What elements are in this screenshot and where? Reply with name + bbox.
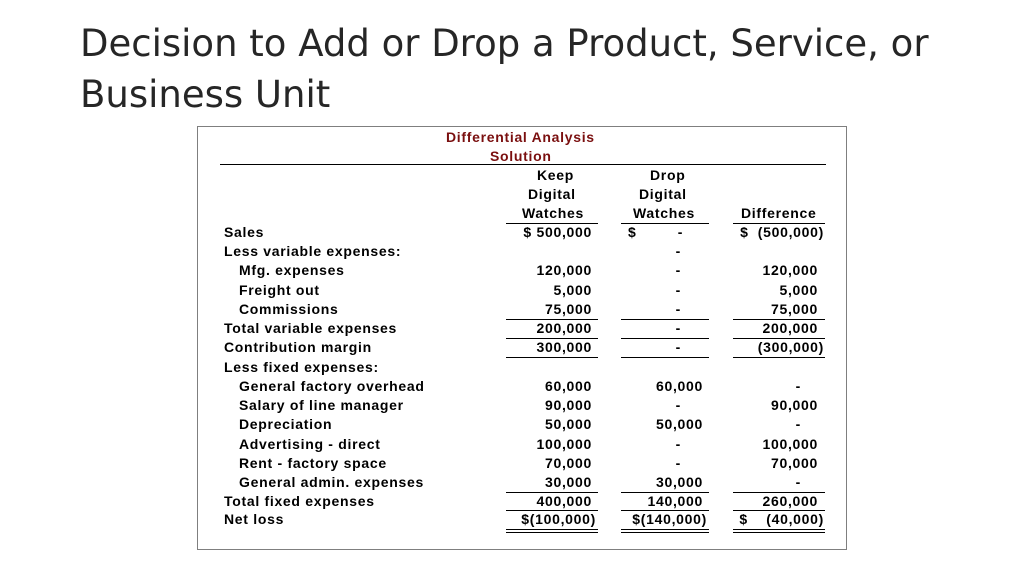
keep-header-line2: Digital: [528, 186, 576, 202]
differential-analysis-table: [197, 126, 847, 550]
keep-header-line1: Keep: [537, 167, 575, 183]
table-subtitle: Solution: [490, 148, 552, 164]
drop-value: -: [675, 243, 681, 259]
diff-value: 5,000: [779, 282, 818, 298]
cm-under-drop: [621, 357, 709, 358]
drop-value: 60,000: [655, 378, 703, 394]
keep-value: 100,000: [536, 436, 592, 452]
cm-under-keep: [506, 357, 598, 358]
diff-value: (300,000): [757, 339, 824, 355]
row-label: Freight out: [239, 282, 320, 298]
keep-value: 300,000: [536, 339, 592, 355]
row-label: Rent - factory space: [239, 455, 387, 471]
row-label: Less variable expenses:: [224, 243, 402, 259]
drop-value: -: [675, 455, 681, 471]
diff-value: $ (500,000): [740, 224, 824, 240]
drop-header-line3: Watches: [633, 205, 695, 221]
row-label: Salary of line manager: [239, 397, 404, 413]
row-label: General factory overhead: [239, 378, 425, 394]
diff-value: 260,000: [762, 493, 818, 509]
double-rule-diff-2: [733, 532, 825, 533]
slide-title: [80, 18, 980, 120]
keep-value: 70,000: [544, 455, 592, 471]
subtotal-rule-drop: [621, 319, 709, 320]
diff-value: -: [795, 378, 801, 394]
drop-value: 140,000: [647, 493, 703, 509]
header-rule: [220, 164, 826, 165]
keep-value: 200,000: [536, 320, 592, 336]
diff-value: -: [795, 416, 801, 432]
row-label: Advertising - direct: [239, 436, 381, 452]
diff-value: 100,000: [762, 436, 818, 452]
drop-value: -: [675, 262, 681, 278]
keep-value: 120,000: [536, 262, 592, 278]
diff-value: 75,000: [770, 301, 818, 317]
keep-value: $ 500,000: [523, 224, 592, 240]
drop-value: -: [675, 301, 681, 317]
keep-value: 400,000: [536, 493, 592, 509]
double-rule-diff-1: [733, 529, 825, 530]
diff-value: -: [795, 474, 801, 490]
diff-value: $ (40,000): [739, 511, 824, 527]
difference-header: Difference: [741, 205, 817, 221]
drop-value: -: [675, 320, 681, 336]
drop-value: $(140,000): [632, 511, 707, 527]
keep-value: 75,000: [544, 301, 592, 317]
keep-value: 60,000: [544, 378, 592, 394]
drop-value: 50,000: [655, 416, 703, 432]
slide-title-line2: Business Unit: [80, 73, 331, 116]
row-label: Mfg. expenses: [239, 262, 345, 278]
row-label: Net loss: [224, 511, 285, 527]
table-title: Differential Analysis: [446, 129, 595, 145]
keep-value: 30,000: [544, 474, 592, 490]
keep-value: $(100,000): [521, 511, 596, 527]
double-rule-drop-1: [621, 529, 709, 530]
drop-value: $ -: [628, 224, 684, 240]
row-label: Contribution margin: [224, 339, 372, 355]
slide-title-line1: Decision to Add or Drop a Product, Service, or: [80, 22, 929, 65]
diff-value: 120,000: [762, 262, 818, 278]
drop-value: -: [675, 436, 681, 452]
drop-header-line2: Digital: [639, 186, 687, 202]
keep-value: 50,000: [544, 416, 592, 432]
keep-header-line3: Watches: [522, 205, 584, 221]
double-rule-keep-1: [506, 529, 598, 530]
drop-value: -: [675, 397, 681, 413]
row-label: Commissions: [239, 301, 339, 317]
diff-value: 70,000: [770, 455, 818, 471]
drop-value: 30,000: [655, 474, 703, 490]
row-label: Total fixed expenses: [224, 493, 375, 509]
cm-rule-drop: [621, 338, 709, 339]
keep-value: 90,000: [544, 397, 592, 413]
drop-header-line1: Drop: [650, 167, 686, 183]
row-label: Total variable expenses: [224, 320, 398, 336]
row-label: Less fixed expenses:: [224, 359, 379, 375]
diff-value: 200,000: [762, 320, 818, 336]
double-rule-keep-2: [506, 532, 598, 533]
diff-value: 90,000: [770, 397, 818, 413]
double-rule-drop-2: [621, 532, 709, 533]
row-label: Depreciation: [239, 416, 333, 432]
row-label: General admin. expenses: [239, 474, 424, 490]
drop-value: -: [675, 339, 681, 355]
row-label: Sales: [224, 224, 265, 240]
keep-value: 5,000: [553, 282, 592, 298]
drop-value: -: [675, 282, 681, 298]
cm-under-diff: [733, 357, 825, 358]
